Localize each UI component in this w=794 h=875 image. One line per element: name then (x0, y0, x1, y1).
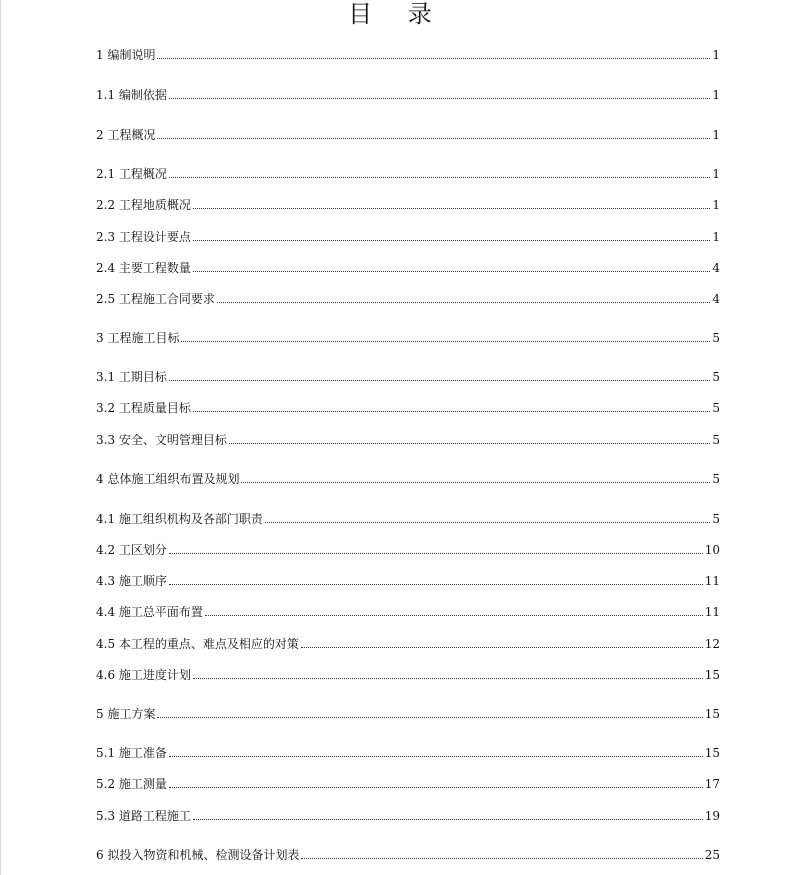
toc-entry[interactable] (96, 226, 720, 244)
toc-entry-label: 3.2 工程质量目标 (96, 401, 191, 415)
toc-entry-page: 1 (712, 167, 720, 181)
toc-entry-page: 1 (712, 230, 720, 244)
toc-entry[interactable] (96, 429, 720, 447)
toc-entry-page: 1 (712, 88, 720, 102)
toc-dot-leader (229, 443, 710, 444)
toc-entry[interactable] (96, 742, 720, 760)
toc-dot-leader (265, 522, 710, 523)
toc-entry-page: 11 (704, 574, 720, 588)
toc-entry[interactable] (96, 805, 720, 823)
toc-dot-leader (193, 819, 703, 820)
toc-entry[interactable] (96, 664, 720, 682)
toc-dot-leader (169, 177, 710, 178)
toc-dot-leader (169, 380, 710, 381)
toc-entry-label: 2.3 工程设计要点 (96, 230, 191, 244)
toc-entry-label: 4.1 施工组织机构及各部门职责 (96, 512, 263, 526)
toc-dot-leader (205, 615, 703, 616)
toc-entry[interactable] (96, 163, 720, 181)
toc-entry-label: 2.4 主要工程数量 (96, 261, 191, 275)
toc-entry[interactable] (96, 327, 720, 345)
toc-entry-label: 5.3 道路工程施工 (96, 809, 191, 823)
toc-entry[interactable] (96, 44, 720, 62)
toc-dot-leader (157, 58, 710, 59)
toc-dot-leader (157, 717, 702, 718)
toc-entry-page: 11 (704, 605, 720, 619)
toc-dot-leader (301, 647, 703, 648)
toc-entry-label: 4.4 施工总平面布置 (96, 605, 203, 619)
page-edge (0, 0, 1, 875)
toc-dot-leader (169, 553, 703, 554)
toc-dot-leader (169, 584, 703, 585)
toc-entry-page: 10 (704, 543, 720, 557)
toc-entry-page: 17 (704, 777, 720, 791)
toc-entry-page: 1 (712, 48, 720, 62)
toc-dot-leader (181, 341, 710, 342)
toc-entry-label: 5.1 施工准备 (96, 746, 167, 760)
toc-entry-page: 4 (712, 261, 720, 275)
toc-dot-leader (169, 756, 703, 757)
toc-entry-label: 3.3 安全、文明管理目标 (96, 433, 227, 447)
toc-entry[interactable] (96, 844, 720, 862)
toc-entry-label: 5 施工方案 (96, 707, 156, 721)
toc-entry-label: 4 总体施工组织布置及规划 (96, 472, 240, 486)
toc-entry-label: 2.5 工程施工合同要求 (96, 292, 215, 306)
toc-dot-leader (241, 482, 710, 483)
toc-entry[interactable] (96, 366, 720, 384)
toc-entry-page: 5 (712, 512, 720, 526)
toc-entry-page: 5 (712, 433, 720, 447)
toc-dot-leader (301, 858, 702, 859)
toc-dot-leader (193, 208, 710, 209)
toc-entry-label: 2.1 工程概况 (96, 167, 167, 181)
toc-entry-page: 4 (712, 292, 720, 306)
toc-dot-leader (193, 271, 710, 272)
toc-entry-label: 2 工程概况 (96, 128, 156, 142)
toc-entry[interactable] (96, 194, 720, 212)
toc-entry-label: 2.2 工程地质概况 (96, 198, 191, 212)
toc-entry[interactable] (96, 468, 720, 486)
toc-entry-page: 5 (712, 331, 720, 345)
toc-dot-leader (193, 240, 710, 241)
toc-entry[interactable] (96, 601, 720, 619)
toc-entry-page: 19 (704, 809, 720, 823)
toc-entry[interactable] (96, 124, 720, 142)
toc-entry-label: 4.6 施工进度计划 (96, 668, 191, 682)
toc-entry-label: 6 拟投入物资和机械、检测设备计划表 (96, 848, 300, 862)
toc-entry-page: 5 (712, 370, 720, 384)
toc-entry[interactable] (96, 773, 720, 791)
toc-entry[interactable] (96, 633, 720, 651)
toc-entry[interactable] (96, 257, 720, 275)
toc-entry-label: 3 工程施工目标 (96, 331, 180, 345)
page-title: 目 录 (348, 0, 446, 28)
toc-entry-page: 1 (712, 128, 720, 142)
toc-entry-page: 5 (712, 472, 720, 486)
toc-entry[interactable] (96, 508, 720, 526)
toc-entry-label: 1.1 编制依据 (96, 88, 167, 102)
toc-entry-label: 4.2 工区划分 (96, 543, 167, 557)
toc-entry-page: 15 (704, 746, 720, 760)
toc-dot-leader (169, 98, 710, 99)
toc-dot-leader (193, 411, 710, 412)
toc-dot-leader (217, 302, 710, 303)
toc-entry-page: 5 (712, 401, 720, 415)
toc-entry-page: 15 (704, 707, 720, 721)
toc-entry-label: 4.3 施工顺序 (96, 574, 167, 588)
toc-entry-label: 4.5 本工程的重点、难点及相应的对策 (96, 637, 299, 651)
toc-entry-label: 5.2 施工测量 (96, 777, 167, 791)
toc-entry[interactable] (96, 703, 720, 721)
toc-entry[interactable] (96, 539, 720, 557)
toc-entry-page: 12 (704, 637, 720, 651)
toc-entry[interactable] (96, 84, 720, 102)
toc-dot-leader (193, 678, 703, 679)
toc-entry[interactable] (96, 570, 720, 588)
toc-dot-leader (157, 138, 710, 139)
toc-entry[interactable] (96, 288, 720, 306)
toc-dot-leader (169, 787, 703, 788)
toc-entry-label: 3.1 工期目标 (96, 370, 167, 384)
toc-entry[interactable] (96, 397, 720, 415)
toc-entry-label: 1 编制说明 (96, 48, 156, 62)
toc-entry-page: 15 (704, 668, 720, 682)
toc-entry-page: 25 (704, 848, 720, 862)
toc-entry-page: 1 (712, 198, 720, 212)
